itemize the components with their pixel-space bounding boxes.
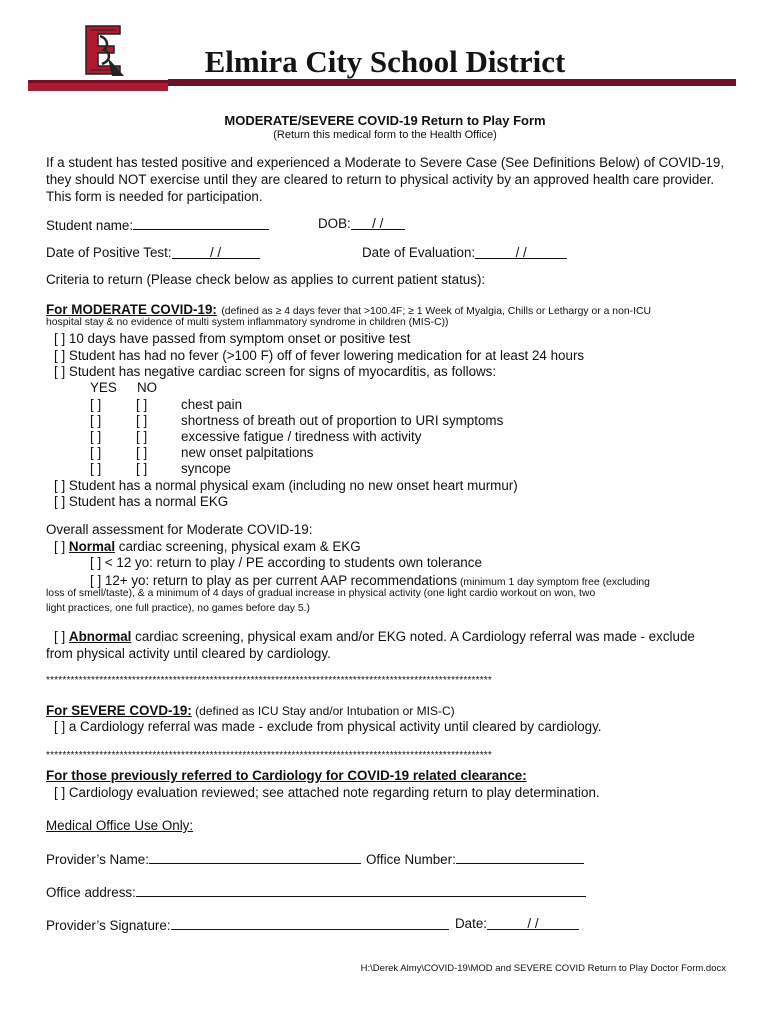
yes-column-label: YES bbox=[90, 380, 117, 395]
over-12-note-1: (minimum 1 day symptom free (excluding bbox=[457, 577, 650, 588]
evaluation-blank[interactable]: / / bbox=[475, 245, 567, 259]
positive-test-label: Date of Positive Test: bbox=[46, 245, 172, 260]
severe-definition: (defined as ICU Stay and/or Intubation or MIS-C) bbox=[191, 704, 455, 718]
student-name-field[interactable] bbox=[46, 216, 269, 233]
yes-checkbox[interactable]: [ ] bbox=[90, 461, 102, 476]
normal-option[interactable] bbox=[54, 539, 361, 554]
signature-field[interactable] bbox=[46, 916, 449, 933]
student-name-blank[interactable] bbox=[133, 216, 269, 230]
office-heading: Medical Office Use Only: bbox=[46, 818, 194, 833]
severe-item[interactable]: [ ] a Cardiology referral was made - exclude from physical activity until cleared by cardiology. bbox=[54, 719, 602, 734]
dob-blank[interactable]: / / bbox=[351, 216, 405, 230]
severe-heading-line bbox=[46, 702, 455, 720]
positive-test-field[interactable] bbox=[46, 245, 260, 260]
criteria-label: Criteria to return (Please check below as applies to current patient status): bbox=[46, 272, 486, 287]
positive-test-blank[interactable]: / / bbox=[172, 245, 260, 259]
no-checkbox[interactable]: [ ] bbox=[136, 413, 148, 428]
cardiology-item[interactable]: [ ] Cardiology evaluation reviewed; see attached note regarding return to play determination. bbox=[54, 785, 600, 800]
date-field[interactable] bbox=[455, 916, 579, 931]
no-checkbox[interactable]: [ ] bbox=[136, 445, 148, 460]
symptom-shortness-of-breath: shortness of breath out of proportion to URI symptoms bbox=[181, 413, 504, 428]
no-checkbox[interactable]: [ ] bbox=[136, 397, 148, 412]
abnormal-checkbox[interactable]: [ ] bbox=[54, 629, 66, 644]
provider-name-blank[interactable] bbox=[149, 850, 361, 864]
header-bar bbox=[168, 79, 736, 86]
signature-label: Provider’s Signature: bbox=[46, 918, 171, 933]
yes-checkbox[interactable]: [ ] bbox=[90, 429, 102, 444]
moderate-item-5[interactable]: [ ] Student has a normal EKG bbox=[54, 494, 229, 509]
evaluation-field[interactable] bbox=[362, 245, 567, 260]
moderate-definition-2: hospital stay & no evidence of multi system inflammatory syndrome in children (MIS-C)) bbox=[46, 317, 449, 328]
header-accent-bar bbox=[28, 83, 168, 91]
moderate-heading: For MODERATE COVID-19: bbox=[46, 302, 217, 317]
over-12-note-3: light practices, one full practice), no games before day 5.) bbox=[46, 603, 310, 614]
moderate-item-3[interactable]: [ ] Student has negative cardiac screen for signs of myocarditis, as follows: bbox=[54, 364, 497, 379]
intro-paragraph: If a student has tested positive and experienced a Moderate to Severe Case (See Definitions Below) of COVID-19, they should NOT exercise until they are cleared to return to physical activity by an approved health care provider. This form is needed for participation. bbox=[46, 155, 725, 204]
moderate-item-4[interactable]: [ ] Student has a normal physical exam (including no new onset heart murmur) bbox=[54, 478, 518, 493]
abnormal-word: Abnormal bbox=[68, 629, 132, 644]
date-blank[interactable]: / / bbox=[487, 916, 579, 930]
student-name-label: Student name: bbox=[46, 218, 134, 233]
form-title: MODERATE/SEVERE COVID-19 Return to Play Form bbox=[224, 113, 546, 128]
provider-name-label: Provider’s Name: bbox=[46, 852, 149, 867]
signature-blank[interactable] bbox=[171, 916, 449, 930]
abnormal-description-1: cardiac screening, physical exam and/or EKG noted. A Cardiology referral was made - exclude bbox=[131, 629, 695, 644]
over-12-main: [ ] 12+ yo: return to play as per current AAP recommendations bbox=[90, 573, 458, 588]
yes-checkbox[interactable]: [ ] bbox=[90, 413, 102, 428]
severe-heading: For SEVERE COVD-19: bbox=[46, 703, 192, 718]
office-address-field[interactable] bbox=[46, 883, 586, 900]
no-column-label: NO bbox=[137, 380, 158, 395]
no-checkbox[interactable]: [ ] bbox=[136, 429, 148, 444]
yes-checkbox[interactable]: [ ] bbox=[90, 397, 102, 412]
moderate-item-2[interactable]: [ ] Student has had no fever (>100 F) off of fever lowering medication for at least 24 hours bbox=[54, 348, 585, 363]
cardiology-heading: For those previously referred to Cardiology for COVID-19 related clearance: bbox=[46, 768, 527, 783]
dob-field[interactable] bbox=[318, 216, 405, 231]
office-number-blank[interactable] bbox=[456, 850, 584, 864]
office-address-blank[interactable] bbox=[136, 883, 586, 897]
over-12-note-2: loss of smell/taste), & a minimum of 4 days of gradual increase in physical activity (one light cardio workout on won, two bbox=[46, 588, 596, 599]
moderate-definition-1: (defined as ≥ 4 days fever that >100.4F; ≥ 1 Week of Myalgia, Chills or Lethargy or a non-ICU bbox=[221, 306, 651, 317]
assessment-label: Overall assessment for Moderate COVID-19: bbox=[46, 522, 313, 537]
symptom-palpitations: new onset palpitations bbox=[181, 445, 314, 460]
symptom-chest-pain: chest pain bbox=[181, 397, 243, 412]
abnormal-description-2: from physical activity until cleared by cardiology. bbox=[46, 646, 331, 661]
normal-checkbox[interactable]: [ ] bbox=[54, 539, 66, 554]
normal-word: Normal bbox=[68, 539, 116, 554]
date-label: Date: bbox=[455, 916, 488, 931]
yes-checkbox[interactable]: [ ] bbox=[90, 445, 102, 460]
abnormal-option[interactable] bbox=[54, 629, 695, 644]
under-12-option[interactable]: [ ] < 12 yo: return to play / PE according to students own tolerance bbox=[90, 555, 482, 570]
dob-label: DOB: bbox=[318, 216, 351, 231]
evaluation-label: Date of Evaluation: bbox=[362, 245, 476, 260]
provider-name-field[interactable] bbox=[46, 850, 361, 867]
symptom-syncope: syncope bbox=[181, 461, 231, 476]
form-subtitle: (Return this medical form to the Health Office) bbox=[273, 129, 497, 141]
footer-file-path: H:\Derek Almy\COVID-19\MOD and SEVERE COVID Return to Play Doctor Form.docx bbox=[360, 963, 726, 974]
office-number-field[interactable] bbox=[366, 850, 584, 867]
office-address-label: Office address: bbox=[46, 885, 136, 900]
no-checkbox[interactable]: [ ] bbox=[136, 461, 148, 476]
moderate-item-1[interactable]: [ ] 10 days have passed from symptom onset or positive test bbox=[54, 331, 411, 346]
symptom-fatigue: excessive fatigue / tiredness with activity bbox=[181, 429, 422, 444]
separator-line: ************************************************************************************************************* bbox=[46, 750, 492, 761]
district-name: Elmira City School District bbox=[204, 44, 566, 79]
office-number-label: Office Number: bbox=[366, 852, 456, 867]
separator-line: ************************************************************************************************************* bbox=[46, 675, 492, 686]
normal-description: cardiac screening, physical exam & EKG bbox=[115, 539, 361, 554]
